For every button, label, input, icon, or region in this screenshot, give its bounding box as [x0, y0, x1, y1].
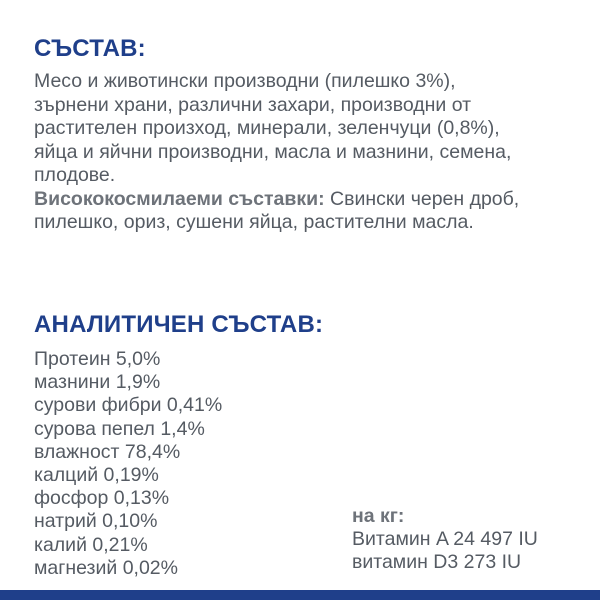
analytical-item: Протеин 5,0%	[34, 348, 161, 370]
analytical-item: сурови фибри 0,41%	[34, 394, 223, 417]
highly-digestible-line	[34, 188, 579, 212]
analytical-item: натрий 0,10%	[34, 510, 158, 533]
vitamin-item: Витамин A 24 497 IU	[352, 528, 538, 551]
analytical-item: калций 0,19%	[34, 464, 159, 487]
analytical-item: мазнини 1,9%	[34, 371, 161, 394]
analytical-item: магнезий 0,02%	[34, 556, 178, 579]
composition-line: Месо и животински производни (пилешко 3%),	[34, 70, 456, 92]
composition-paragraph	[34, 70, 579, 235]
composition-line: плодове.	[34, 164, 116, 186]
analytical-heading: АНАЛИТИЧЕН СЪСТАВ:	[34, 311, 324, 338]
highly-digestible-label: Висококосмилаеми съставки:	[34, 187, 325, 210]
composition-heading: СЪСТАВ:	[34, 35, 146, 62]
analytical-item: влажност 78,4%	[34, 440, 181, 463]
analytical-list	[34, 348, 222, 580]
per-kg-title: на кг:	[352, 505, 405, 527]
composition-line: зърнени храни, различни захари, производни от	[34, 93, 472, 116]
analytical-item: фосфор 0,13%	[34, 487, 170, 510]
highly-digestible-text: Свински черен дроб,	[324, 187, 520, 210]
composition-line: яйца и яйчни производни, масла и мазнини, семена,	[34, 140, 512, 163]
composition-line: растителен произход, минерали, зеленчуци (0,8%),	[34, 117, 500, 139]
analytical-item: калий 0,21%	[34, 533, 148, 556]
per-kg-list	[352, 505, 538, 575]
bottom-accent-bar	[0, 590, 600, 600]
highly-digestible-text-cont: пилешко, ориз, сушени яйца, растителни масла.	[34, 211, 474, 233]
vitamin-item: витамин D3 273 IU	[352, 551, 522, 574]
analytical-item: сурова пепел 1,4%	[34, 417, 205, 440]
